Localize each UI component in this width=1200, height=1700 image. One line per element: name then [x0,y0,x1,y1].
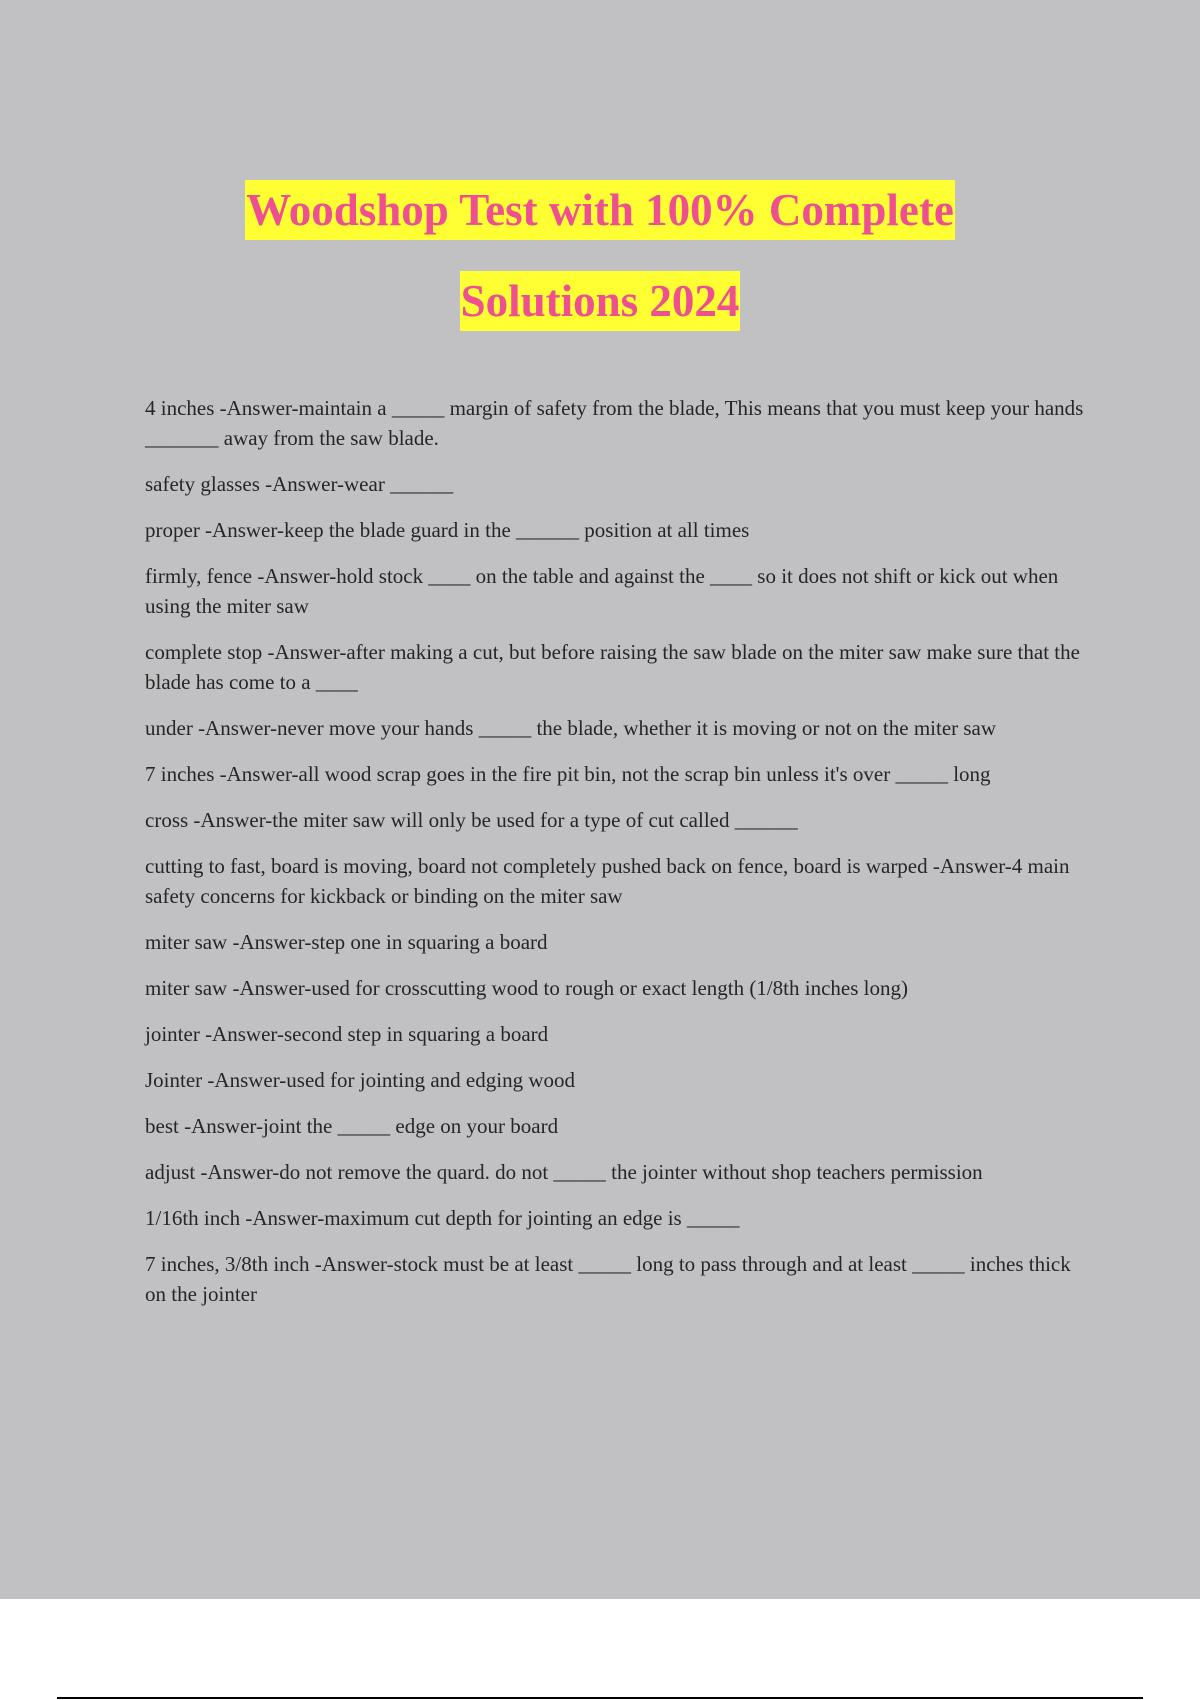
document-title [0,164,1200,346]
question-answer-list [145,393,1090,1325]
title-line-1: Woodshop Test with 100% Complete [245,180,955,240]
title-row-2 [0,255,1200,346]
qa-item: Jointer -Answer-used for jointing and edging wood [145,1068,575,1092]
title-row-1 [0,164,1200,255]
qa-item: cutting to fast, board is moving, board not completely pushed back on fence, board is warped -Answer-4 main safety concerns for kickback or binding on the miter saw [145,854,1070,908]
qa-item: firmly, fence -Answer-hold stock ____ on the table and against the ____ so it does not shift or kick out when using the miter saw [145,564,1059,618]
qa-item: proper -Answer-keep the blade guard in the ______ position at all times [145,518,750,542]
qa-item: adjust -Answer-do not remove the quard. do not _____ the jointer without shop teachers permission [145,1160,983,1184]
qa-item: 7 inches, 3/8th inch -Answer-stock must be at least _____ long to pass through and at least _____ inches thick on the jointer [145,1252,1071,1306]
qa-item: miter saw -Answer-step one in squaring a board [145,930,548,954]
qa-item: 1/16th inch -Answer-maximum cut depth for jointing an edge is _____ [145,1206,740,1230]
qa-item: 7 inches -Answer-all wood scrap goes in the fire pit bin, not the scrap bin unless it's over _____ long [145,762,991,786]
qa-item: jointer -Answer-second step in squaring a board [145,1022,549,1046]
qa-item: safety glasses -Answer-wear ______ [145,472,454,496]
page-divider [57,1697,1143,1699]
qa-item: cross -Answer-the miter saw will only be used for a type of cut called ______ [145,808,798,832]
qa-item: miter saw -Answer-used for crosscutting wood to rough or exact length (1/8th inches long) [145,976,908,1000]
qa-item: under -Answer-never move your hands _____ the blade, whether it is moving or not on the miter saw [145,716,997,740]
qa-item: best -Answer-joint the _____ edge on your board [145,1114,559,1138]
title-line-2: Solutions 2024 [460,271,741,331]
qa-item: complete stop -Answer-after making a cut, but before raising the saw blade on the miter saw make sure that the blade has come to a ____ [145,640,1080,694]
qa-item: 4 inches -Answer-maintain a _____ margin of safety from the blade, This means that you must keep your hands _______ away from the saw blade. [145,396,1084,450]
